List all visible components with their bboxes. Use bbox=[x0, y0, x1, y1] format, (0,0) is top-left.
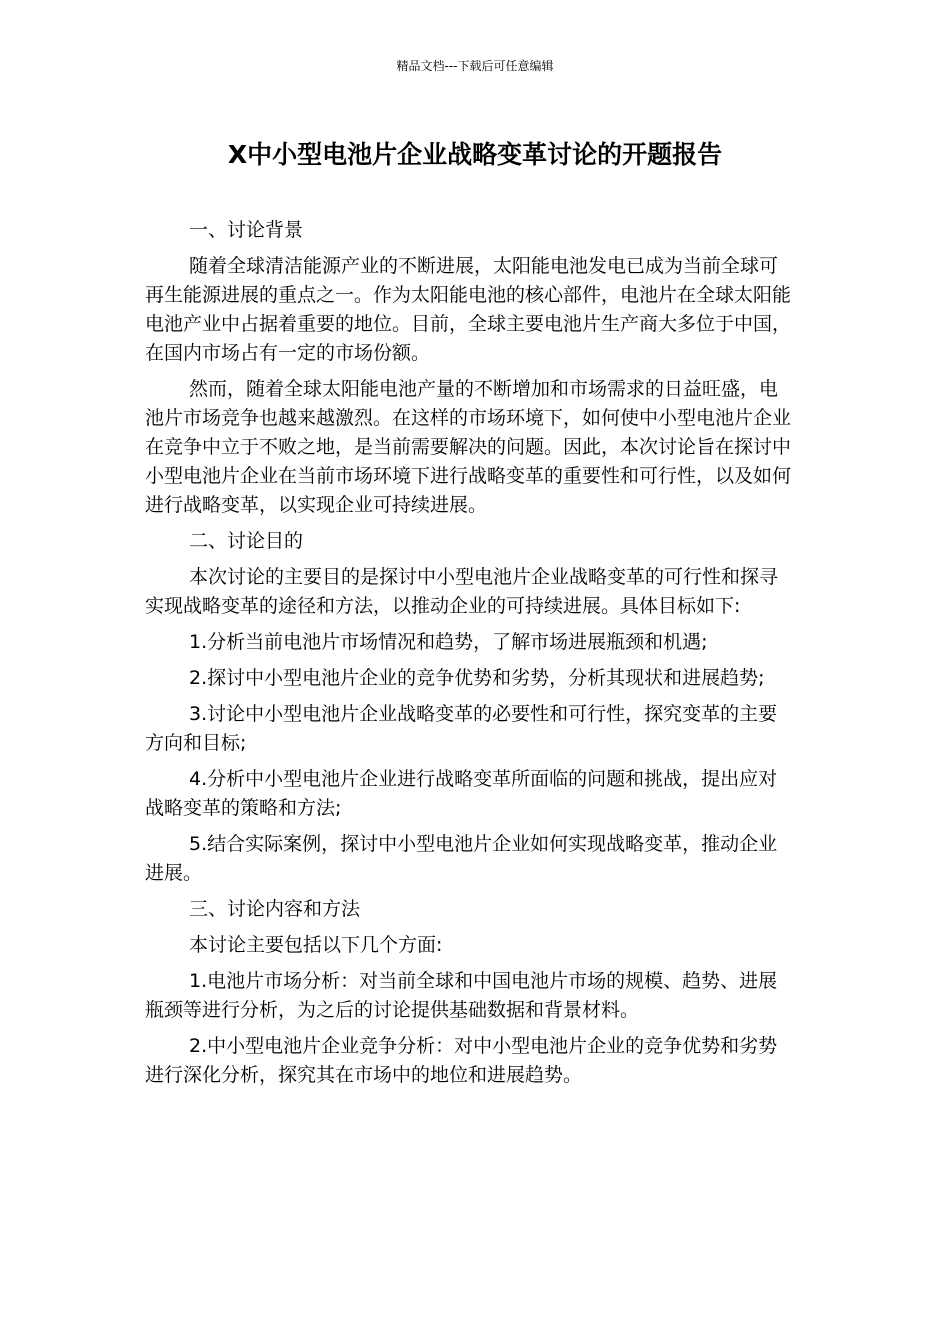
list-item-goal-3: 3.讨论中小型电池片企业战略变革的必要性和可行性，探究变革的主要方向和目标; bbox=[145, 703, 778, 754]
paragraph-background-2: 然而，随着全球太阳能电池产量的不断增加和市场需求的日益旺盛，电池片市场竞争也越来越激烈。在这样的市场环境下，如何使中小型电池片企业在竞争中立于不败之地，是当前需要解决的问题。因此，本次讨论旨在探讨中小型电池片企业在当前市场环境下进行战略变革的重要性和可行性，以及如何进行战略变革，以实现企业可持续进展。 bbox=[145, 378, 792, 516]
list-item-content-2: 2.中小型电池片企业竞争分析：对中小型电池片企业的竞争优势和劣势进行深化分析，探究其在市场中的地位和进展趋势。 bbox=[145, 1035, 778, 1086]
list-item-content-1: 1.电池片市场分析：对当前全球和中国电池片市场的规模、趋势、进展瓶颈等进行分析，为之后的讨论提供基础数据和背景材料。 bbox=[145, 970, 778, 1021]
header-note: 精品文档---下载后可任意编辑 bbox=[396, 59, 554, 73]
document-title: X中小型电池片企业战略变革讨论的开题报告 bbox=[227, 140, 723, 169]
list-item-goal-4: 4.分析中小型电池片企业进行战略变革所面临的问题和挑战，提出应对战略变革的策略和方法; bbox=[145, 768, 778, 819]
paragraph-background-1: 随着全球清洁能源产业的不断进展，太阳能电池发电已成为当前全球可再生能源进展的重点之一。作为太阳能电池的核心部件，电池片在全球太阳能电池产业中占据着重要的地位。目前，全球主要电池片生产商大多位于中国，在国内市场占有一定的市场份额。 bbox=[145, 255, 792, 364]
section-heading-purpose: 二、讨论目的 bbox=[189, 530, 304, 552]
section-heading-content-method: 三、讨论内容和方法 bbox=[189, 898, 361, 920]
paragraph-purpose-intro: 本次讨论的主要目的是探讨中小型电池片企业战略变革的可行性和探寻实现战略变革的途径和方法，以推动企业的可持续进展。具体目标如下: bbox=[145, 566, 779, 617]
list-item-goal-5: 5.结合实际案例，探讨中小型电池片企业如何实现战略变革，推动企业进展。 bbox=[145, 833, 778, 884]
document-body bbox=[145, 216, 795, 1097]
list-item-goal-1: 1.分析当前电池片市场情况和趋势，了解市场进展瓶颈和机遇; bbox=[189, 631, 708, 653]
paragraph-content-intro: 本讨论主要包括以下几个方面: bbox=[189, 934, 443, 956]
section-heading-background: 一、讨论背景 bbox=[189, 219, 304, 241]
list-item-goal-2: 2.探讨中小型电池片企业的竞争优势和劣势，分析其现状和进展趋势; bbox=[189, 667, 765, 689]
